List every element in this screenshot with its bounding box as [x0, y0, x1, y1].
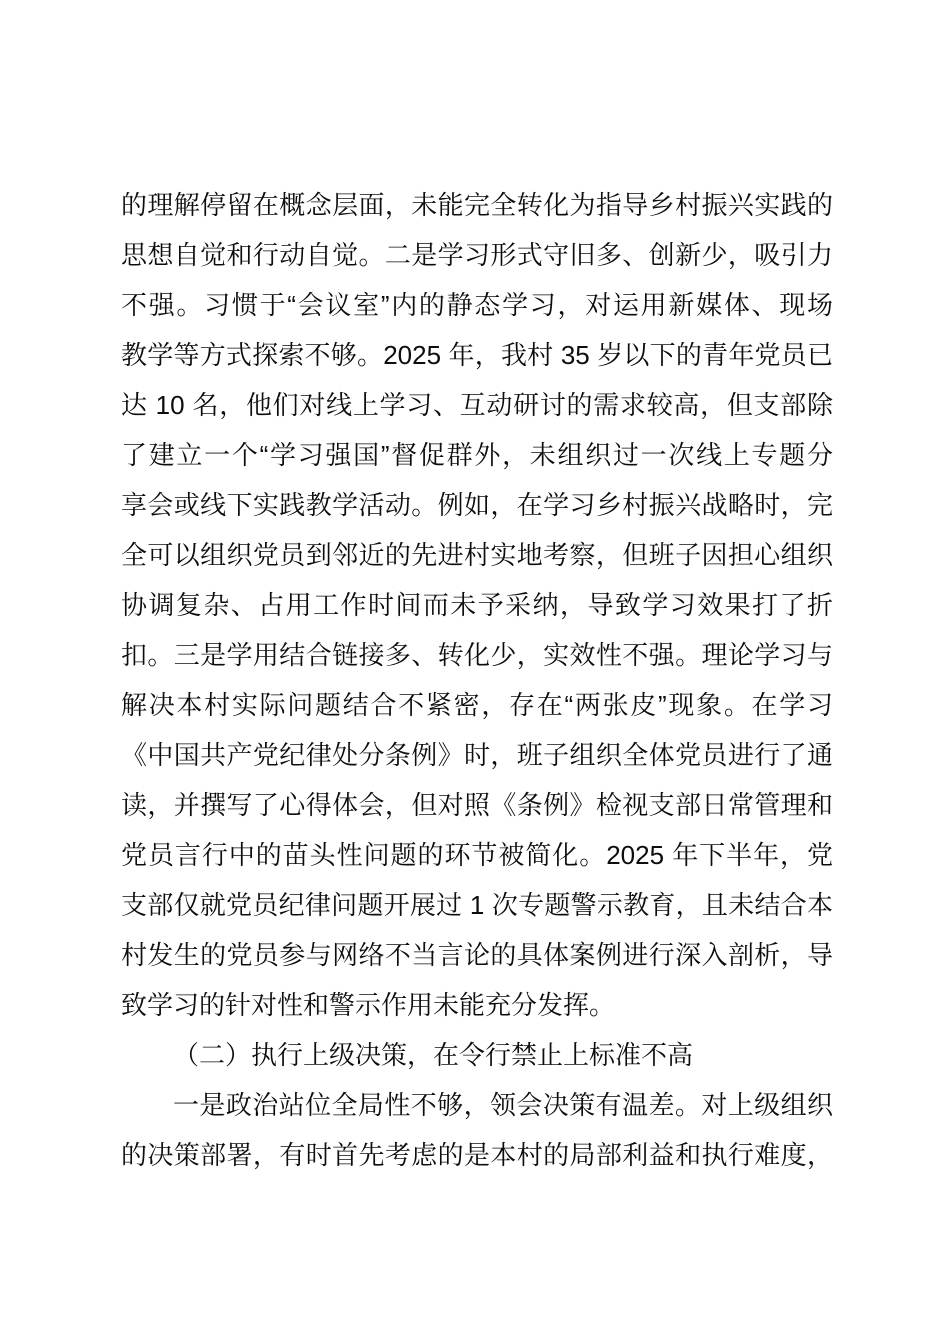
text-line-paragraph-start: 一是政治站位全局性不够，领会决策有温差。对上级组织 — [173, 1090, 833, 1120]
text-line: 《中国共产党纪律处分条例》时，班子组织全体党员进行了通 — [121, 740, 833, 770]
text-line: 不强。习惯于“会议室”内的静态学习，对运用新媒体、现场 — [121, 290, 833, 320]
text-line: 全可以组织党员到邻近的先进村实地考察，但班子因担心组织 — [121, 540, 833, 570]
text-line: 达 10 名，他们对线上学习、互动研讨的需求较高，但支部除 — [121, 390, 833, 420]
text-line-paragraph-end: 致学习的针对性和警示作用未能充分发挥。 — [121, 990, 616, 1020]
text-line: 支部仅就党员纪律问题开展过 1 次专题警示教育，且未结合本 — [121, 890, 833, 920]
text-line: 的决策部署，有时首先考虑的是本村的局部利益和执行难度， — [121, 1140, 833, 1170]
text-line: 的理解停留在概念层面，未能完全转化为指导乡村振兴实践的 — [121, 190, 833, 220]
text-line: 教学等方式探索不够。2025 年，我村 35 岁以下的青年党员已 — [121, 340, 833, 370]
text-line: 读，并撰写了心得体会，但对照《条例》检视支部日常管理和 — [121, 790, 833, 820]
section-heading-line: （二）执行上级决策，在令行禁止上标准不高 — [173, 1040, 694, 1070]
text-line: 党员言行中的苗头性问题的环节被简化。2025 年下半年，党 — [121, 840, 833, 870]
text-line: 了建立一个“学习强国”督促群外，未组织过一次线上专题分 — [121, 440, 833, 470]
text-line: 村发生的党员参与网络不当言论的具体案例进行深入剖析，导 — [121, 940, 833, 970]
text-line: 享会或线下实践教学活动。例如，在学习乡村振兴战略时，完 — [121, 490, 833, 520]
text-line: 协调复杂、占用工作时间而未予采纳，导致学习效果打了折 — [121, 590, 833, 620]
text-line: 解决本村实际问题结合不紧密，存在“两张皮”现象。在学习 — [121, 690, 833, 720]
text-line: 扣。三是学用结合链接多、转化少，实效性不强。理论学习与 — [121, 640, 833, 670]
text-line: 思想自觉和行动自觉。二是学习形式守旧多、创新少，吸引力 — [121, 240, 833, 270]
document-body-text — [121, 180, 833, 1180]
